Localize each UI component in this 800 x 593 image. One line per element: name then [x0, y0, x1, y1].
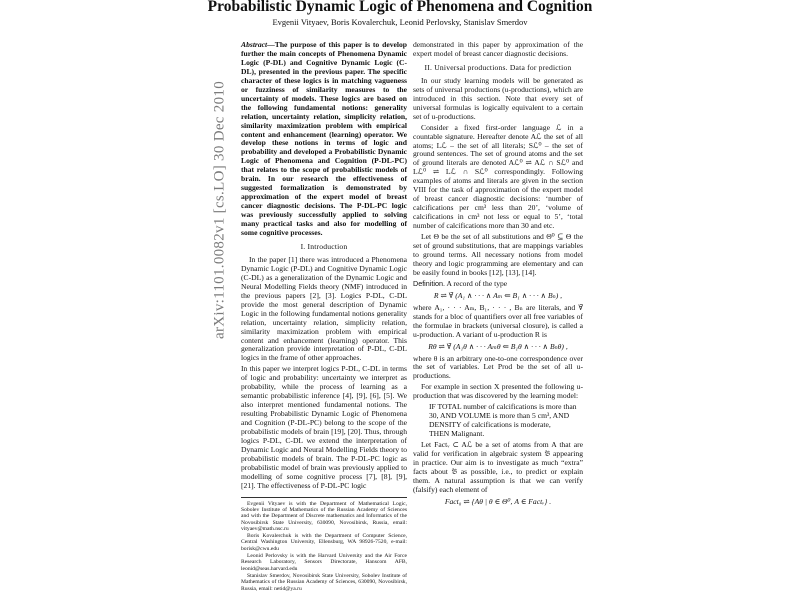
footnote-vityaev: Evgenii Vityaev is with the Department of Mathematical Logic, Sobolev Institute of Mathematics of the Russian Academy of Sciences and with the Department of Discrete mathematics and Informatics of the Novosibirsk State University, 630090, Novosibirsk, Russia, email: vityaev@math.nsc.ru [241, 500, 407, 532]
arxiv-stamp [200, 60, 240, 360]
definition-text: A record of the type [446, 278, 508, 288]
definition [413, 280, 583, 289]
footnote-smerdov: Stanislav Smerdov, Novosibirsk State University, Sobolev Institute of Mathematics of the Russian Academy of Sciences, 630090, Novosibirsk, Russia, email: netid@ya.ru [241, 572, 407, 592]
intro-paragraph-2: In this paper we interpret logics P-DL, C-DL in terms of logic and probability: uncertainty we interpret as probability, while the process of learning as a semantic probabilistic inference [4], [9], [6], [5]. We also interpret mentioned fundamental notions. The resulting Probabilistic Dynamic Logic of Phenomena and Cognition (P-DL-PC) belong to the scope of the probabilistic models of brain [19], [20]. Thus, through logics P-DL, C-DL we extend the interpretation of Dynamic Logic and Neural Modelling Fields theory to probabilistic models of brain. The P-DL-PC logic as probabilistic model of brain was previously applied to modelling of some cognitive process [7], [8], [9], [21]. The effectiveness of P-DL-PC logic [241, 364, 407, 490]
equation-fact: Fact₀ ⇌ {Aθ | θ ∈ Θ⁰, A ∈ Factᵥ} . [444, 496, 552, 506]
paper-authors: Evgenii Vityaev, Boris Kovalerchuk, Leonid Perlovsky, Stanislav Smerdov [272, 17, 528, 27]
rule-line-3: DENSITY of calcifications is moderate, [429, 420, 551, 430]
left-column [241, 41, 407, 593]
right-intro-paragraph: demonstrated in this paper by approximation of the expert model of breast cancer diagnostic decisions. [413, 40, 583, 58]
footnotes [241, 497, 407, 592]
section-heading-introduction: I. Introduction [300, 241, 348, 251]
abstract-label: Abstract [241, 40, 268, 49]
fact-paragraph: Let Factᵥ ⊂ Aℒ be a set of atoms from A that are valid for verification in algebraic system 𝔅 appearing in practice. Our aim is to investigate as much “extra” facts about 𝔅 as possible, i.e., to predict or explain them. A natural assumption is that we can verify (falsify) each element of [413, 440, 583, 494]
footnote-kovalerchuk: Boris Kovalerchuk is with the Department of Computer Science, Central Washington University, Ellensburg, WA 98926-7520, e-mail: borisk@cwu.edu [241, 533, 407, 552]
rule-line-2: 30, AND VOLUME is more than 5 cm³, AND [429, 411, 570, 421]
equation-variant: Rθ ⇌ ∀̃ (A₁θ ∧ · · · Aₘθ ⇐ B₁θ ∧ · · · ∧ Bₙθ) , [428, 341, 568, 351]
section2-paragraph-2: Consider a fixed first-order language ℒ in a countable signature. Hereafter denote Aℒ the set of all atoms; Lℒ – the set of all literals; Sℒ⁰ – the set of ground sentences. The set of ground atoms and the set of ground literals are denoted Aℒ⁰ ⇌ Aℒ ∩ Sℒ⁰ and Lℒ⁰ ⇌ Lℒ ∩ Sℒ⁰ correspondingly. Following examples of atoms and literals are given in the section VIII for the task of approximation of the expert model of breast cancer diagnostic decisions: ‘number of calcifications per cm³ less than 20’, ‘volume of calcifications in cm³ not less or equal to 5’, ‘total number of calcifications more than 30 and etc. [413, 122, 583, 231]
paper-title: Probabilistic Dynamic Logic of Phenomena and Cognition [207, 0, 593, 15]
section2-paragraph-1: In our study learning models will be generated as sets of universal productions (u-productions), which are introduced in this section. Note that every set of universal formulas is logically equivalent to a certain set of u-productions. [413, 75, 583, 121]
definition-label: Definition. [413, 278, 445, 288]
arxiv-stamp-text: arXiv:1101.0082v1 [cs.LO] 30 Dec 2010 [211, 81, 228, 339]
rule-block [413, 403, 583, 439]
abstract [241, 41, 407, 238]
definition-paragraph-3: where θ is an arbitrary one-to-one correspondence over the set of variables. Let Prod be the set of all u-productions. [413, 353, 583, 381]
intro-paragraph-1: In the paper [1] there was introduced a Phenomena Dynamic Logic (P-DL) and Cognitive Dynamic Logic (C-DL) as a generalization of the Dynamic Logic and Neural Modelling Fields theory (NMF) introduced in the previous papers [2], [3]. Logics P-DL, C-DL provide the most general description of Dynamic Logic in the following fundamental notions generality relation, uncertainty relation, simplicity relation, similarity maximization problem with empirical content and enhancement (learning) operator. This generalization provide interpretation of P-DL, C-DL logics in the frame of other approaches. [241, 254, 407, 363]
equation-u-production: R ⇌ ∀̃ (A₁ ∧ · · · ∧ Aₘ ⇐ B₁ ∧ · · · ∧ Bₙ) , [433, 290, 563, 300]
definition-paragraph-2: where A₁, · · · Aₘ, B₁, · · · , Bₙ are literals, and ∀̃ stands for a bloc of quantifiers over all free variables of the formulae in brackets (universal closure), is called a u-production. A variant of u-production R is [413, 302, 583, 339]
footnote-perlovsky: Leonid Perlovsky is with the Harvard University and the Air Force Research Laboratory, Sensors Directorate, Hanscom AFB, leonid@seas.harvard.edu [241, 553, 407, 572]
right-column [413, 41, 583, 510]
abstract-text: —The purpose of this paper is to develop further the main concepts of Phenomena Dynamic Logic (P-DL) and Cognitive Dynamic Logic (C-DL), presented in the previous paper. The specific character of these logics is in matching vagueness or fuzziness of similarity measures to the uncertainty of models. These logics are based on the following fundamental notions: generality relation, uncertainty relation, simplicity relation, similarity maximization problem with empirical content and enhancement (learning) operator. We develop these notions in terms of logic and probability and developed a Probabilistic Dynamic Logic of Phenomena and Cognition (P-DL-PC) that relates to the scope of probabilistic models of brain. In our research the effectiveness of suggested formalization is demonstrated by approximation of the expert model of breast cancer diagnostic decisions. The P-DL-PC logic was previously successfully applied to solving many practical tasks and also for modelling of some cognitive processes. [241, 40, 407, 238]
example-paragraph: For example in section X presented the following u-production that was discovered by the learning model: [413, 382, 583, 401]
rule-line-1: IF TOTAL number of calcifications is more than [429, 402, 577, 412]
section-heading-universal-productions: II. Universal productions. Data for prediction [424, 62, 572, 72]
rule-line-4: THEN Malignant. [429, 429, 485, 439]
section2-paragraph-3: Let Θ be the set of all substitutions and Θ⁰ ⊆ Θ the set of ground substitutions, that are mappings variables to ground terms. All necessary notions from model theory and logic programming are elementary and can be easily found in books [12], [13], [14]. [413, 232, 583, 277]
